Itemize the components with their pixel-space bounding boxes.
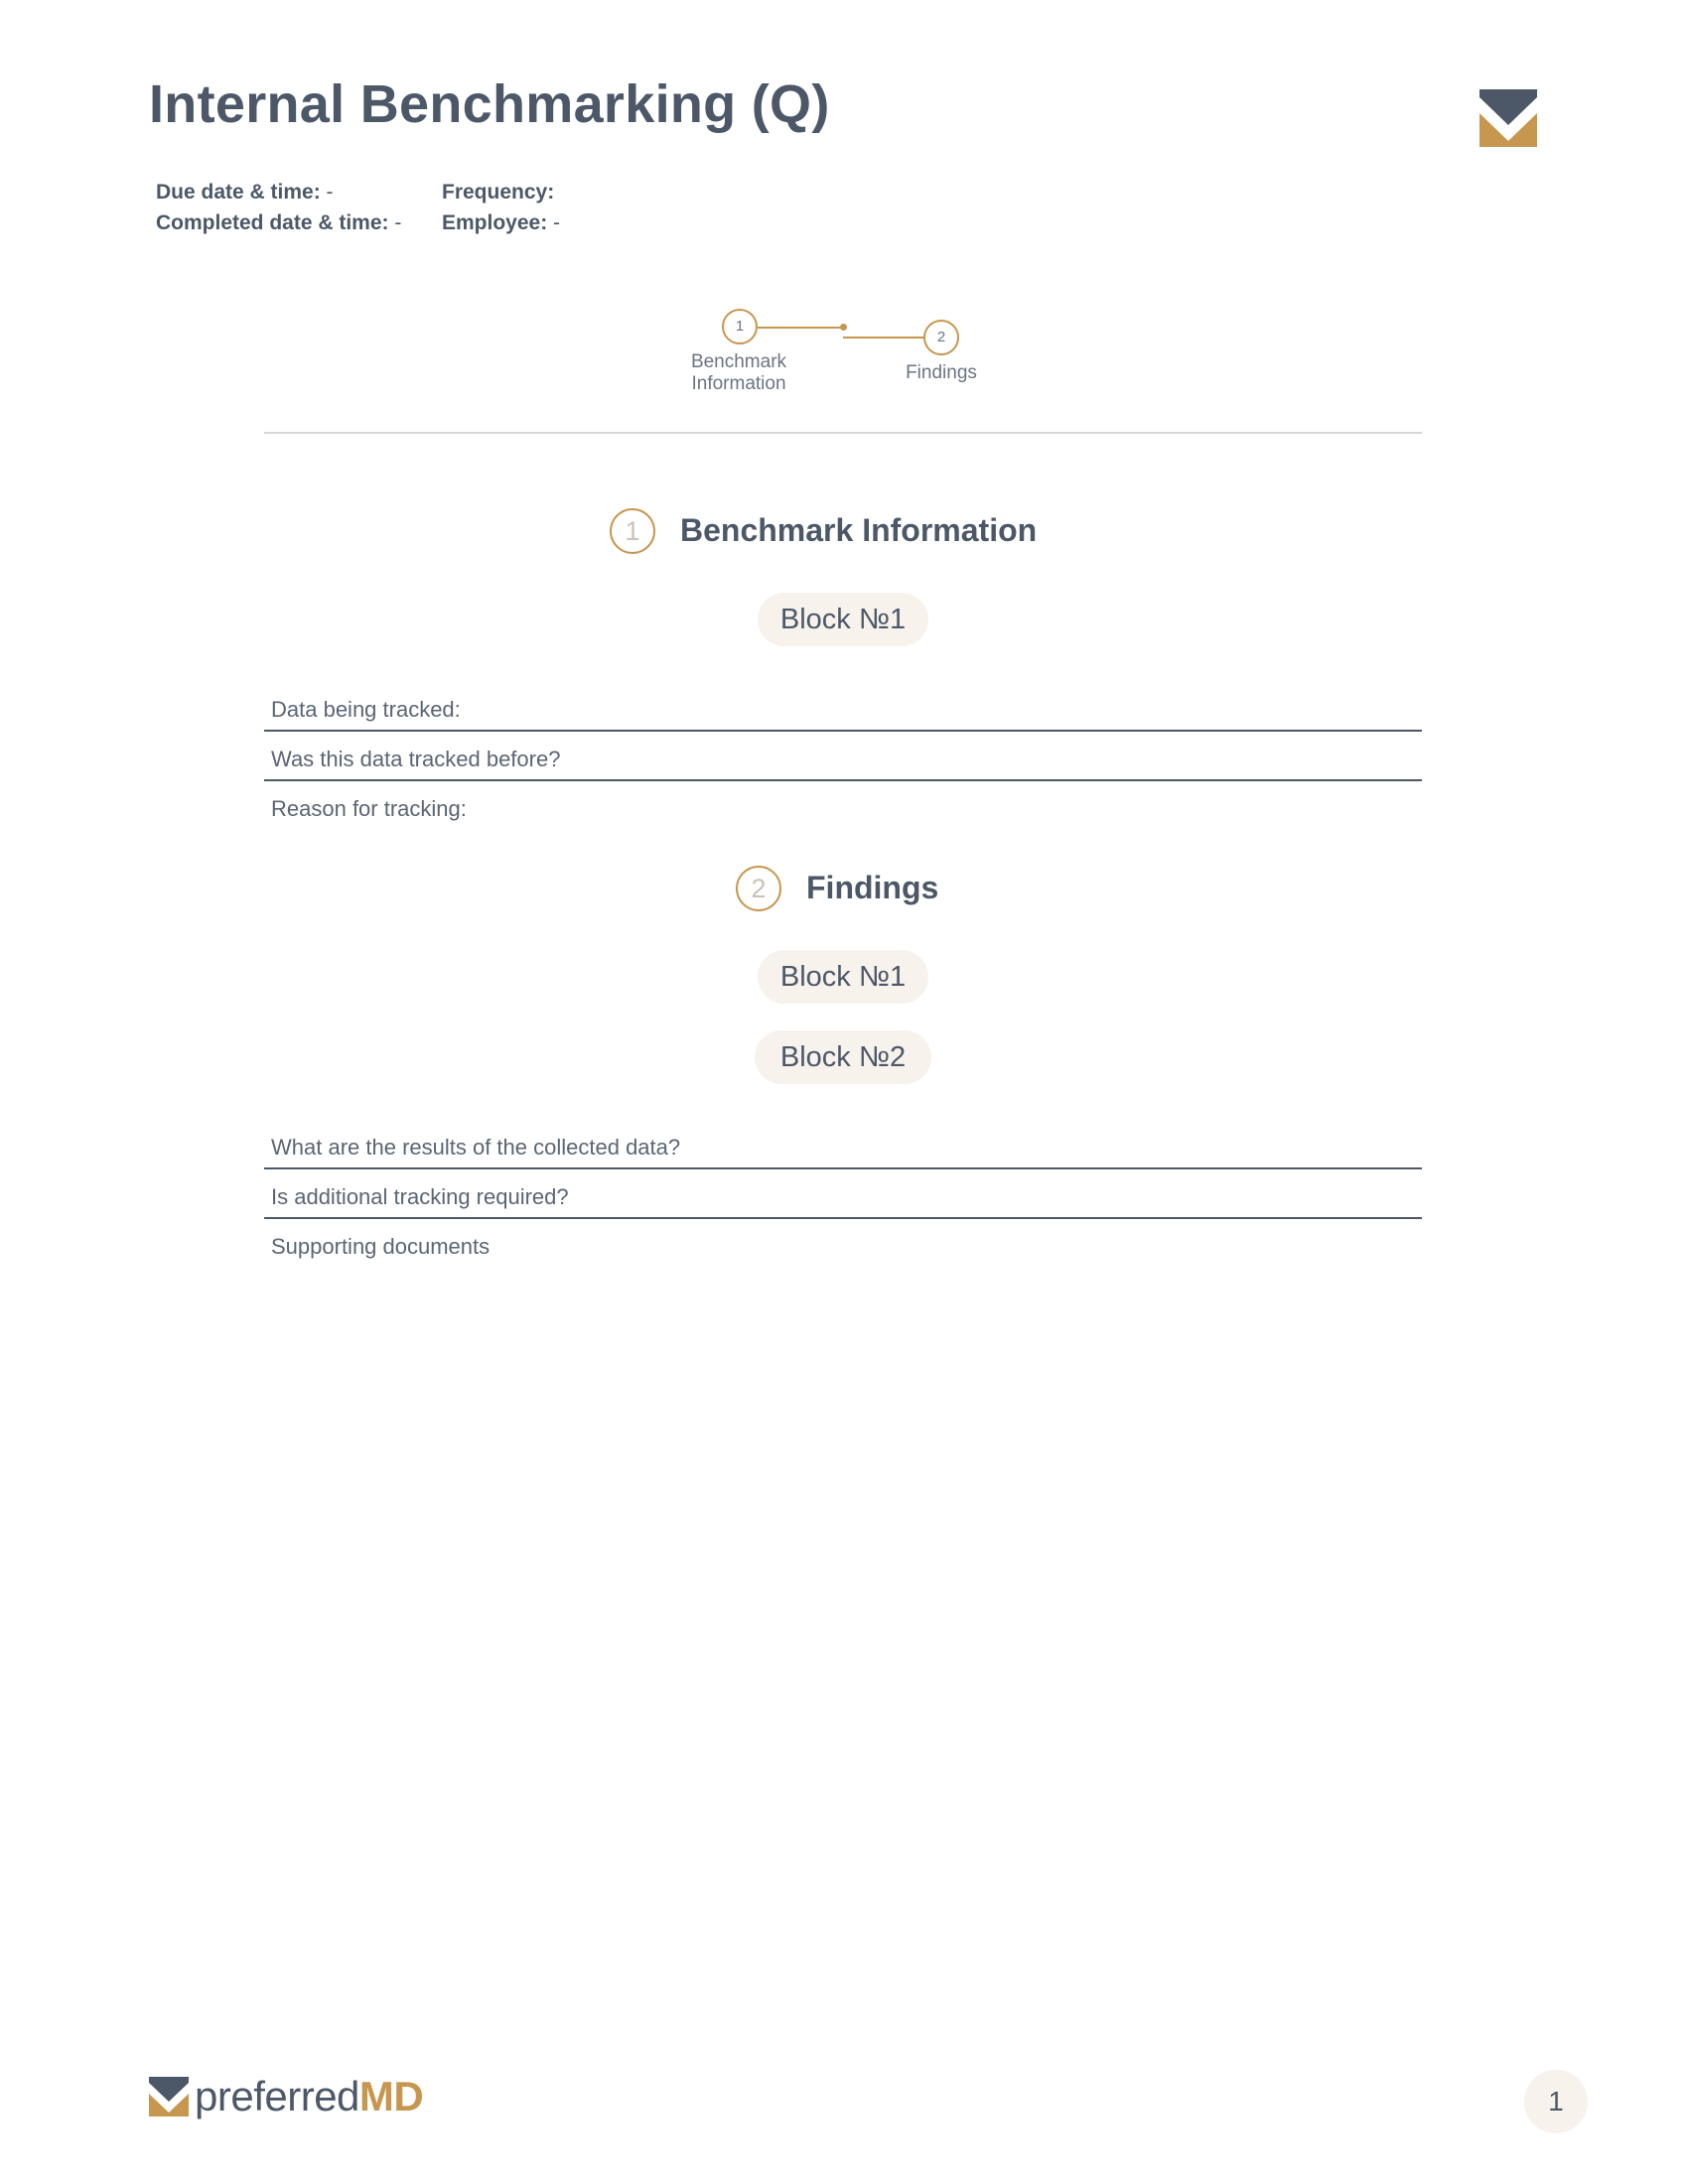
step-1-label-line2: Information <box>691 373 786 394</box>
section-1-number: 1 <box>610 508 655 554</box>
due-date-meta <box>156 181 334 205</box>
field-results-collected-data <box>264 1123 1422 1170</box>
step-2-circle[interactable]: 2 <box>923 320 959 355</box>
step-connector-a <box>758 327 843 329</box>
field-label: Is additional tracking required? <box>271 1184 569 1209</box>
completed-date-meta <box>156 211 401 235</box>
field-label: What are the results of the collected data? <box>271 1135 681 1160</box>
checkmark-logo-icon <box>1479 89 1537 147</box>
checkmark-logo-icon <box>149 2077 189 2116</box>
field-label: Supporting documents <box>271 1234 491 1259</box>
due-date-value: - <box>326 181 334 204</box>
section-2-number: 2 <box>736 866 781 911</box>
field-label: Reason for tracking: <box>271 796 467 821</box>
step-1-label-line1: Benchmark <box>690 351 787 372</box>
page-number-badge: 1 <box>1524 2070 1588 2133</box>
page-title: Internal Benchmarking (Q) <box>149 74 830 134</box>
step-2-label[interactable] <box>872 362 1011 384</box>
section-2-title: Findings <box>806 870 939 905</box>
step-connector-dot <box>840 324 847 331</box>
field-divider <box>264 1217 1422 1219</box>
frequency-meta <box>442 181 554 205</box>
frequency-label: Frequency: <box>442 181 555 204</box>
due-date-label: Due date & time: <box>156 181 321 204</box>
section-1-block-1: Block №1 <box>758 593 928 646</box>
step-connector-b <box>843 337 924 339</box>
field-supporting-documents <box>264 1222 1422 1270</box>
field-data-being-tracked <box>264 685 1422 733</box>
field-divider <box>264 1167 1422 1169</box>
field-additional-tracking <box>264 1172 1422 1220</box>
brand-wordmark-part2: MD <box>358 2073 424 2119</box>
employee-label: Employee: <box>442 211 548 234</box>
header-divider <box>264 432 1422 434</box>
field-divider <box>264 779 1422 781</box>
completed-date-value: - <box>394 211 402 234</box>
brand-wordmark <box>195 2073 423 2120</box>
brand-wordmark-part1: preferred <box>195 2073 359 2119</box>
step-1-label[interactable] <box>659 351 818 395</box>
field-divider <box>264 730 1422 732</box>
field-tracked-before <box>264 735 1422 782</box>
field-reason-for-tracking <box>264 784 1422 832</box>
step-1-circle[interactable]: 1 <box>722 309 758 344</box>
section-1-title: Benchmark Information <box>680 512 1038 548</box>
completed-date-label: Completed date & time: <box>156 211 389 234</box>
field-label: Data being tracked: <box>271 697 461 722</box>
section-2-block-1: Block №1 <box>758 950 928 1004</box>
employee-value: - <box>553 211 561 234</box>
field-label: Was this data tracked before? <box>271 747 561 771</box>
employee-meta <box>442 211 560 235</box>
section-2-block-2: Block №2 <box>755 1030 931 1084</box>
step-2-label-line1: Findings <box>906 362 977 383</box>
